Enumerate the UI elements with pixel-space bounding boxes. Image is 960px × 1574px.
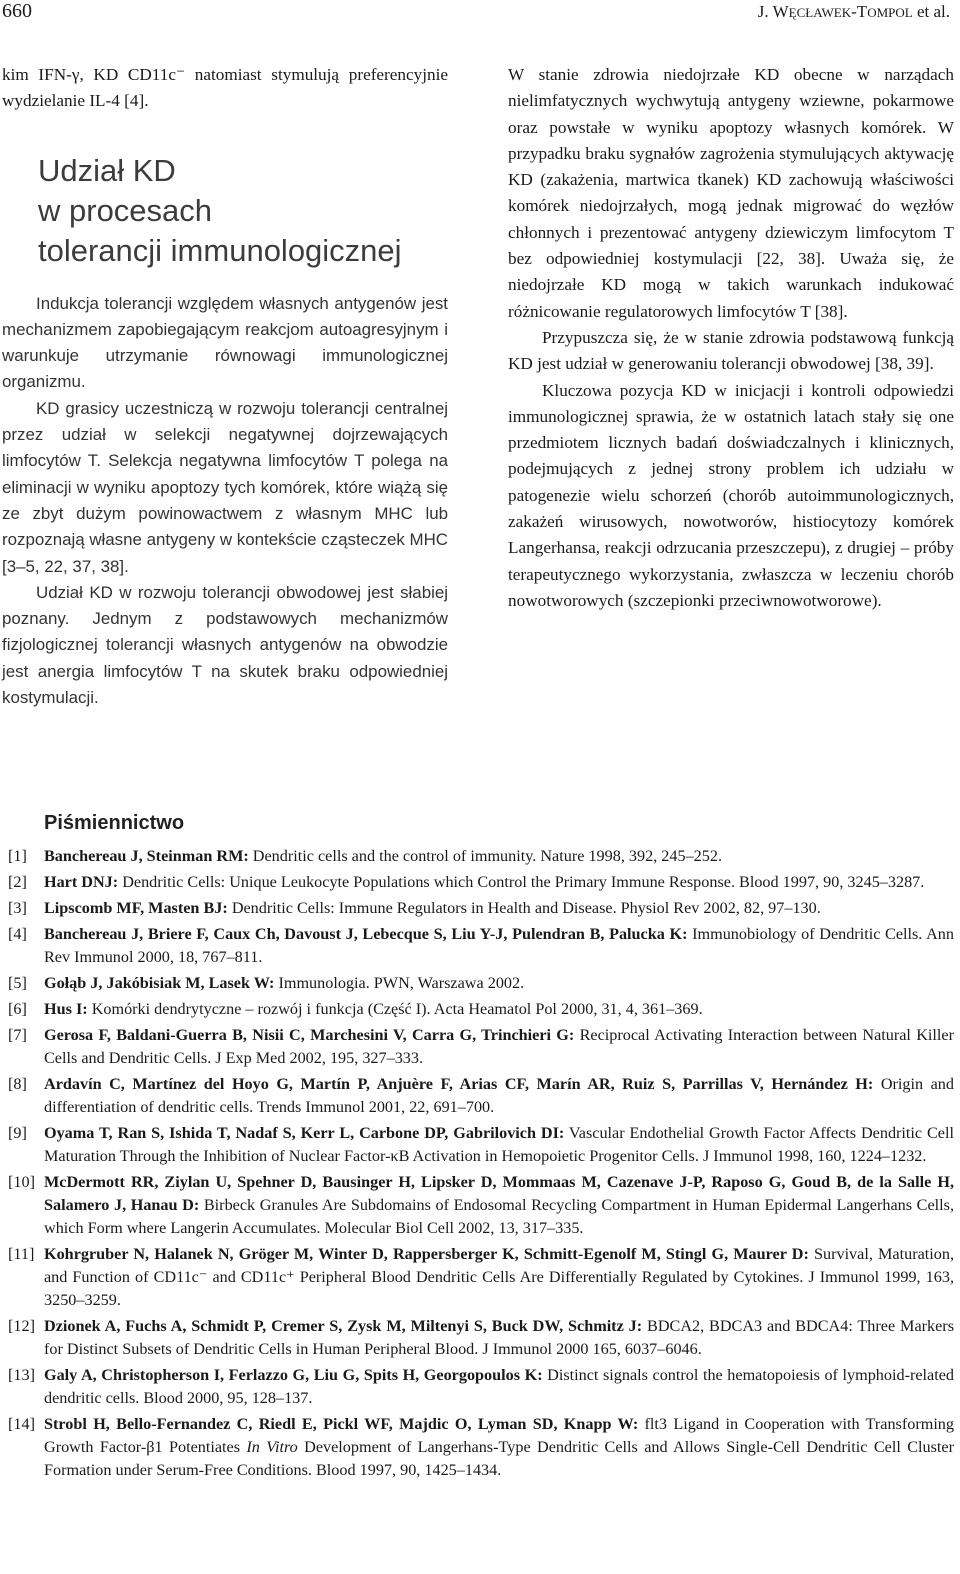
reference-number: [2]: [8, 873, 27, 891]
reference-text: Development of Langerhans-Type Dendritic Cells and Allows Single-Cell Dendritic Cell Cluster Formation under Serum-Free Conditions. Blood 1997, 90, 1425–1434.: [44, 1438, 954, 1479]
reference-item: [0, 871, 954, 894]
reference-authors: Hus I:: [44, 1000, 88, 1018]
reference-number: [13]: [8, 1366, 35, 1384]
reference-text: Dendritic cells and the control of immunity. Nature 1998, 392, 245–252.: [248, 847, 722, 865]
body-paragraph: W stanie zdrowia niedojrzałe KD obecne w narządach nielimfatycznych wychwytują antygeny wziewne, pokarmowe oraz powstałe w wyniku apoptozy własnych komórek. W przypadku braku sygnałów zagrożenia stymulujących aktywację KD (zakażenia, martwica tkanek) KD zachowują właściwości komórek niedojrzałych, mogą jednak migrować do węzłów chłonnych i prezentować antygeny dziewiczym limfocytom T bez odpowiedniej kostymulacji [22, 38]. Uważa się, że niedojrzałe KD mogą w takich warunkach indukować różnicowanie regulatorowych limfocytów T [38].: [508, 65, 954, 321]
reference-text: Reciprocal Activating Interaction between Natural Killer Cells and Dendritic Cells. J Exp Med 2002, 195, 327–333.: [44, 1026, 954, 1067]
reference-text: Immunobiology of Dendritic Cells. Ann Rev Immunol 2000, 18, 767–811.: [44, 925, 954, 966]
reference-item: [0, 897, 954, 920]
page-header: [0, 0, 960, 30]
reference-number: [4]: [8, 925, 27, 943]
reference-item: [0, 1243, 954, 1312]
reference-item: [0, 998, 954, 1021]
body-paragraph: KD grasicy uczestniczą w rozwoju tolerancji centralnej przez udział w selekcji negatywnej dojrzewających limfocytów T. Selekcja negatywna limfocytów T polega na eliminacji w wyniku apoptozy tych komórek, które wiążą się ze zbyt dużym powinowactwem z własnym MHC lub rozpoznają własne antygeny w kontekście cząsteczek MHC [3–5, 22, 37, 38].: [2, 398, 448, 576]
reference-item: [0, 1315, 954, 1361]
body-paragraph: Indukcja tolerancji względem własnych antygenów jest mechanizmem zapobiegającym reakcjom autoagresyjnym i warunkuje utrzymanie równowagi immunologicznej organizmu.: [2, 293, 448, 392]
reference-text: Dendritic Cells: Immune Regulators in Health and Disease. Physiol Rev 2002, 82, 97–130.: [227, 899, 821, 917]
reference-item: [0, 972, 954, 995]
reference-item: [0, 1364, 954, 1410]
reference-text: BDCA2, BDCA3 and BDCA4: Three Markers for Distinct Subsets of Dendritic Cells in Human Peripheral Blood. J Immunol 2000 165, 6037–6046.: [44, 1317, 954, 1358]
reference-item: [0, 1171, 954, 1240]
reference-text: In Vitro: [246, 1438, 298, 1456]
reference-authors: Strobl H, Bello-Fernandez C, Riedl E, Pickl WF, Majdic O, Lyman SD, Knapp W:: [44, 1415, 639, 1433]
reference-number: [8]: [8, 1075, 27, 1093]
reference-authors: Hart DNJ:: [44, 873, 119, 891]
reference-authors: Banchereau J, Briere F, Caux Ch, Davoust J, Lebecque S, Liu Y-J, Pulendran B, Palucka K:: [44, 925, 688, 943]
reference-authors: Banchereau J, Steinman RM:: [44, 847, 249, 865]
reference-number: [11]: [8, 1245, 35, 1263]
reference-number: [5]: [8, 974, 27, 992]
reference-text: Komórki dendrytyczne – rozwój i funkcja (Część I). Acta Heamatol Pol 2000, 31, 4, 361–369.: [87, 1000, 703, 1018]
page-number: 660: [2, 0, 32, 22]
references-title: Piśmiennictwo: [44, 812, 185, 834]
reference-authors: Oyama T, Ran S, Ishida T, Nadaf S, Kerr L, Carbone DP, Gabrilovich DI:: [44, 1124, 565, 1142]
reference-authors: McDermott RR, Ziylan U, Spehner D, Bausinger H, Lipsker D, Mommaas M, Cazenave J-P, Raposo G, Goud B, de la Salle H, Salamero J, Hanau D:: [44, 1173, 954, 1214]
reference-text: Origin and differentiation of dendritic cells. Trends Immunol 2001, 22, 691–700.: [44, 1075, 954, 1116]
reference-text: Immunologia. PWN, Warszawa 2002.: [274, 974, 525, 992]
section-heading: Udział KD w procesach tolerancji immunologicznej: [38, 152, 402, 268]
reference-item: [0, 923, 954, 969]
reference-authors: Galy A, Christopherson I, Ferlazzo G, Liu G, Spits H, Georgopoulos K:: [44, 1366, 543, 1384]
reference-number: [14]: [8, 1415, 35, 1433]
reference-authors: Ardavín C, Martínez del Hoyo G, Martín P, Anjuère F, Arias CF, Marín AR, Ruiz S, Parrillas V, Hernández H:: [44, 1075, 874, 1093]
intro-paragraph: kim IFN-γ, KD CD11c⁻ natomiast stymulują preferencyjnie wydzielanie IL-4 [4].: [2, 65, 448, 111]
reference-authors: Dzionek A, Fuchs A, Schmidt P, Cremer S, Zysk M, Miltenyi S, Buck DW, Schmitz J:: [44, 1317, 643, 1335]
reference-item: [0, 1073, 954, 1119]
reference-number: [6]: [8, 1000, 27, 1018]
references-section: [0, 812, 960, 1485]
reference-number: [9]: [8, 1124, 27, 1142]
reference-number: [1]: [8, 847, 27, 865]
reference-item: [0, 1122, 954, 1168]
reference-text: Survival, Maturation, and Function of CD11c⁻ and CD11c⁺ Peripheral Blood Dendritic Cells Are Differentially Regulated by Cytokines. J Immunol 1999, 163, 3250–3259.: [44, 1245, 954, 1309]
reference-list: [0, 845, 960, 1482]
reference-text: Vascular Endothelial Growth Factor Affects Dendritic Cell Maturation Through the Inhibition of Nuclear Factor-κB Activation in Hemopoietic Progenitor Cells. J Immunol 1998, 160, 1224–1232.: [44, 1124, 954, 1165]
left-column: [2, 62, 448, 711]
running-head: J. WĘCŁAWEK-TOMPOL et al.: [757, 2, 950, 21]
reference-item: [0, 1413, 954, 1482]
reference-text: flt3 Ligand in Cooperation with Transforming Growth Factor-β1 Potentiates: [44, 1415, 954, 1456]
body-paragraph: Udział KD w rozwoju tolerancji obwodowej jest słabiej poznany. Jednym z podstawowych mechanizmów fizjologicznej tolerancji własnych antygenów na obwodzie jest anergia limfocytów T na skutek braku odpowiedniej kostymulacji.: [2, 582, 448, 708]
reference-number: [10]: [8, 1173, 35, 1191]
reference-number: [3]: [8, 899, 27, 917]
reference-authors: Gołąb J, Jakóbisiak M, Lasek W:: [44, 974, 275, 992]
body-paragraph: Przypuszcza się, że w stanie zdrowia podstawową funkcją KD jest udział w generowaniu tolerancji obwodowej [38, 39].: [508, 327, 954, 374]
reference-text: Dendritic Cells: Unique Leukocyte Populations which Control the Primary Immune Response. Blood 1997, 90, 3245–3287.: [118, 873, 925, 891]
reference-number: [7]: [8, 1026, 27, 1044]
reference-item: [0, 1024, 954, 1070]
reference-text: Birbeck Granules Are Subdomains of Endosomal Recycling Compartment in Human Epidermal Langerhans Cells, which Form where Langerin Accumulates. Molecular Biol Cell 2002, 13, 317–335.: [44, 1196, 954, 1237]
reference-number: [12]: [8, 1317, 35, 1335]
reference-item: [0, 845, 954, 868]
body-paragraph: Kluczowa pozycja KD w inicjacji i kontroli odpowiedzi immunologicznej sprawia, że w ostatnich latach stały się one przedmiotem licznych badań doświadczalnych i klinicznych, podejmujących z jednej strony problem ich udziału w patogenezie wielu schorzeń (chorób autoimmunologicznych, zakażeń wirusowych, nowotworów, histiocytozy komórek Langerhansa, reakcji odrzucania przeszczepu), z drugiej – próby terapeutycznego wykorzystania, zwłaszcza w leczeniu chorób nowotworowych (szczepionki przeciwnowotworowe).: [508, 380, 954, 610]
reference-text: Distinct signals control the hematopoiesis of lymphoid-related dendritic cells. Blood 2000, 95, 128–137.: [44, 1366, 954, 1407]
right-column: [508, 62, 954, 614]
reference-authors: Kohrgruber N, Halanek N, Gröger M, Winter D, Rappersberger K, Schmitt-Egenolf M, Stingl G, Maurer D:: [44, 1245, 809, 1263]
reference-authors: Gerosa F, Baldani-Guerra B, Nisii C, Marchesini V, Carra G, Trinchieri G:: [44, 1026, 575, 1044]
reference-authors: Lipscomb MF, Masten BJ:: [44, 899, 228, 917]
